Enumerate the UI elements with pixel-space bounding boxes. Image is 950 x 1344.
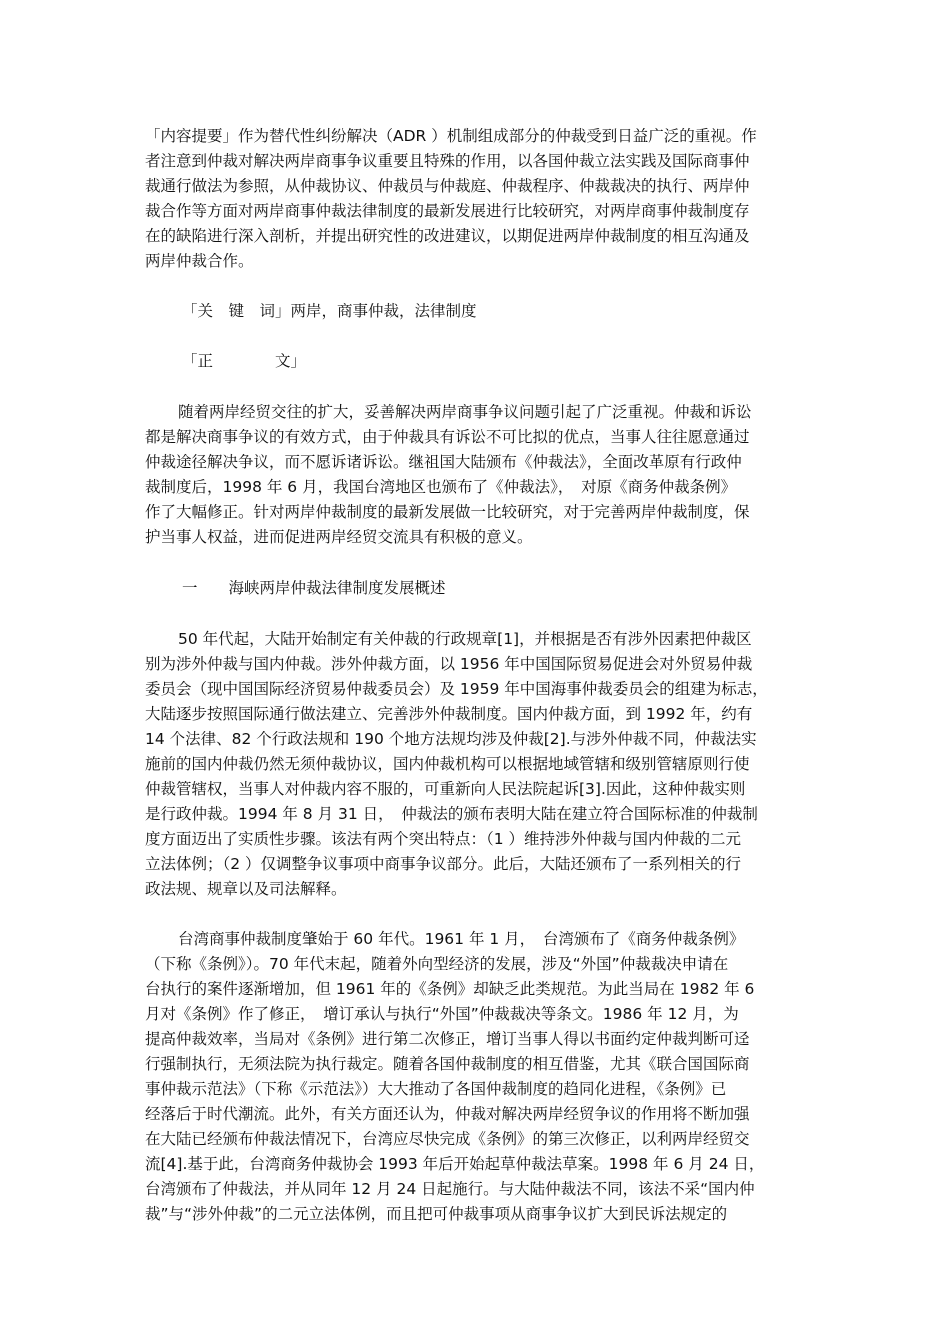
abstract-line: 裁通行做法为参照，从仲裁协议、仲裁员与仲裁庭、仲裁程序、仲裁裁决的执行、两岸仲 (145, 177, 750, 195)
paragraph-line: 在大陆已经颁布仲裁法情况下，台湾应尽快完成《条例》的第三次修正，以利两岸经贸交 (145, 1130, 750, 1148)
abstract-line: 两岸仲裁合作。 (145, 252, 254, 270)
paragraph-line: 14 个法律、82 个行政法规和 190 个地方法规均涉及仲裁[2].与涉外仲裁不同，仲裁法实 (145, 730, 757, 748)
paragraph-line: 裁”与“涉外仲裁”的二元立法体例，而且把可仲裁事项从商事争议扩大到民诉法规定的 (145, 1205, 728, 1223)
paragraph-line: 是行政仲裁。1994 年 8 月 31 日， 仲裁法的颁布表明大陆在建立符合国际标准的仲裁制 (145, 805, 758, 823)
abstract-line: 者注意到仲裁对解决两岸商事争议重要且特殊的作用，以各国仲裁立法实践及国际商事仲 (145, 152, 750, 170)
abstract-line: 裁合作等方面对两岸商事仲裁法律制度的最新发展进行比较研究，对两岸商事仲裁制度存 (145, 202, 750, 220)
keywords-line: 「关 键 词」两岸，商事仲裁，法律制度 (182, 302, 477, 320)
paragraph-line: 台湾颁布了仲裁法，并从同年 12 月 24 日起施行。与大陆仲裁法不同，该法不采“国内仲 (145, 1180, 755, 1198)
body-label: 「正 文」 (182, 352, 307, 370)
intro-line: 作了大幅修正。针对两岸仲裁制度的最新发展做一比较研究，对于完善两岸仲裁制度，保 (145, 503, 750, 521)
paragraph-line: 度方面迈出了实质性步骤。该法有两个突出特点：（1 ）维持涉外仲裁与国内仲裁的二元 (145, 830, 742, 848)
intro-line: 仲裁途径解决争议，而不愿诉诸诉讼。继祖国大陆颁布《仲裁法》，全面改革原有行政仲 (145, 453, 742, 471)
paragraph-line: 行强制执行，无须法院为执行裁定。随着各国仲裁制度的相互借鉴，尤其《联合国国际商 (145, 1055, 750, 1073)
paragraph-line: 政法规、规章以及司法解释。 (145, 880, 347, 898)
paragraph-line: （下称《条例》）。70 年代末起，随着外向型经济的发展，涉及“外国”仲裁裁决申请在 (145, 955, 729, 973)
paragraph-line: 委员会（现中国国际经济贸易仲裁委员会）及 1959 年中国海事仲裁委员会的组建为标志， (145, 680, 768, 698)
paragraph-line: 经落后于时代潮流。此外，有关方面还认为，仲裁对解决两岸经贸争议的作用将不断加强 (145, 1105, 750, 1123)
intro-line: 护当事人权益，进而促进两岸经贸交流具有积极的意义。 (145, 528, 533, 546)
paragraph-line: 别为涉外仲裁与国内仲裁。涉外仲裁方面，以 1956 年中国国际贸易促进会对外贸易仲裁 (145, 655, 753, 673)
paragraph-line: 施前的国内仲裁仍然无须仲裁协议，国内仲裁机构可以根据地域管辖和级别管辖原则行使 (145, 755, 750, 773)
paragraph-line: 月对《条例》作了修正， 增订承认与执行“外国”仲裁裁决等条文。1986 年 12 月，为 (145, 1005, 739, 1023)
paragraph-line: 立法体例；（2 ）仅调整争议事项中商事争议部分。此后，大陆还颁布了一系列相关的行 (145, 855, 742, 873)
paragraph-line: 台湾商事仲裁制度肇始于 60 年代。1961 年 1 月， 台湾颁布了《商务仲裁条例》 (178, 930, 745, 948)
paragraph-line: 50 年代起，大陆开始制定有关仲裁的行政规章[1]，并根据是否有涉外因素把仲裁区 (178, 630, 752, 648)
abstract-line: 「内容提要」作为替代性纠纷解决（ADR ）机制组成部分的仲裁受到日益广泛的重视。作 (145, 127, 757, 145)
intro-line: 随着两岸经贸交往的扩大，妥善解决两岸商事争议问题引起了广泛重视。仲裁和诉讼 (178, 403, 752, 421)
paragraph-line: 流[4].基于此，台湾商务仲裁协会 1993 年后开始起草仲裁法草案。1998 年 6 月 24 日， (145, 1155, 765, 1173)
intro-line: 裁制度后，1998 年 6 月，我国台湾地区也颁布了《仲裁法》， 对原《商务仲裁条例》 (145, 478, 737, 496)
paragraph-line: 事仲裁示范法》（下称《示范法》）大大推动了各国仲裁制度的趋同化进程，《条例》已 (145, 1080, 727, 1098)
intro-line: 都是解决商事争议的有效方式，由于仲裁具有诉讼不可比拟的优点，当事人往往愿意通过 (145, 428, 750, 446)
section-heading: 一 海峡两岸仲裁法律制度发展概述 (182, 579, 446, 597)
abstract-line: 在的缺陷进行深入剖析，并提出研究性的改进建议，以期促进两岸仲裁制度的相互沟通及 (145, 227, 750, 245)
paragraph-line: 台执行的案件逐渐增加，但 1961 年的《条例》却缺乏此类规范。为此当局在 1982 年 6 (145, 980, 755, 998)
paragraph-line: 仲裁管辖权，当事人对仲裁内容不服的，可重新向人民法院起诉[3].因此，这种仲裁实则 (145, 780, 746, 798)
paragraph-line: 提高仲裁效率，当局对《条例》进行第二次修正，增订当事人得以书面约定仲裁判断可迳 (145, 1030, 750, 1048)
paragraph-line: 大陆逐步按照国际通行做法建立、完善涉外仲裁制度。国内仲裁方面，到 1992 年，约有 (145, 705, 753, 723)
